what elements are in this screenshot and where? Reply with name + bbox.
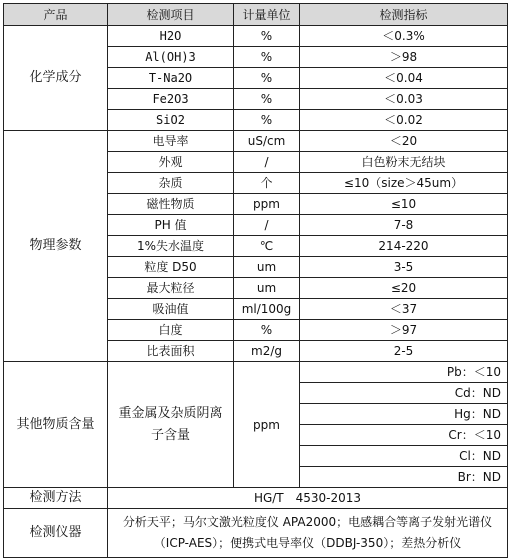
ion-spec-cell: Hg：ND bbox=[300, 404, 508, 425]
item-cell: PH 值 bbox=[108, 215, 234, 236]
unit-cell: % bbox=[234, 320, 300, 341]
item-cell: 最大粒径 bbox=[108, 278, 234, 299]
ion-spec-cell: Cd：ND bbox=[300, 383, 508, 404]
spec-cell: ＜0.03 bbox=[300, 89, 508, 110]
unit-cell: / bbox=[234, 152, 300, 173]
unit-cell: 个 bbox=[234, 173, 300, 194]
unit-cell: um bbox=[234, 257, 300, 278]
spec-cell: 白色粉末无结块 bbox=[300, 152, 508, 173]
ion-spec-cell: Pb：＜10 bbox=[300, 362, 508, 383]
ion-spec-cell: Br：ND bbox=[300, 467, 508, 488]
table-row bbox=[4, 509, 508, 558]
item-cell: 粒度 D50 bbox=[108, 257, 234, 278]
table-row bbox=[4, 362, 508, 383]
spec-cell: ＜0.3% bbox=[300, 26, 508, 47]
unit-cell: % bbox=[234, 68, 300, 89]
col-header-spec: 检测指标 bbox=[300, 4, 508, 26]
table-row bbox=[4, 26, 508, 47]
item-cell: 电导率 bbox=[108, 131, 234, 152]
spec-cell: ＞97 bbox=[300, 320, 508, 341]
spec-cell: ≤10（size＞45um） bbox=[300, 173, 508, 194]
spec-cell: 214-220 bbox=[300, 236, 508, 257]
spec-table bbox=[3, 3, 508, 558]
item-cell: 1%失水温度 bbox=[108, 236, 234, 257]
category-chemical: 化学成分 bbox=[4, 26, 108, 131]
item-cell: 吸油值 bbox=[108, 299, 234, 320]
unit-cell: uS/cm bbox=[234, 131, 300, 152]
ion-spec-cell: Cr：＜10 bbox=[300, 425, 508, 446]
spec-cell: 3-5 bbox=[300, 257, 508, 278]
method-label: 检测方法 bbox=[4, 488, 108, 509]
unit-cell: / bbox=[234, 215, 300, 236]
unit-cell: % bbox=[234, 89, 300, 110]
item-cell: 比表面积 bbox=[108, 341, 234, 362]
spec-cell: ＜0.02 bbox=[300, 110, 508, 131]
table-row bbox=[4, 488, 508, 509]
unit-cell: ℃ bbox=[234, 236, 300, 257]
spec-cell: ＞98 bbox=[300, 47, 508, 68]
item-cell: 磁性物质 bbox=[108, 194, 234, 215]
unit-cell: ml/100g bbox=[234, 299, 300, 320]
spec-cell: ＜20 bbox=[300, 131, 508, 152]
spec-cell: ＜0.04 bbox=[300, 68, 508, 89]
table-row bbox=[4, 131, 508, 152]
item-cell: 杂质 bbox=[108, 173, 234, 194]
category-physical: 物理参数 bbox=[4, 131, 108, 362]
spec-cell: ≤10 bbox=[300, 194, 508, 215]
item-heavy-metals: 重金属及杂质阴离子含量 bbox=[108, 362, 234, 488]
item-cell: SiO2 bbox=[108, 110, 234, 131]
unit-cell: m2/g bbox=[234, 341, 300, 362]
item-cell: H2O bbox=[108, 26, 234, 47]
method-value: HG/T 4530-2013 bbox=[108, 488, 508, 509]
unit-cell: % bbox=[234, 26, 300, 47]
spec-cell: 7-8 bbox=[300, 215, 508, 236]
unit-cell: % bbox=[234, 47, 300, 68]
header-row bbox=[4, 4, 508, 26]
item-cell: 外观 bbox=[108, 152, 234, 173]
item-cell: T-Na2O bbox=[108, 68, 234, 89]
item-cell: 白度 bbox=[108, 320, 234, 341]
col-header-product: 产品 bbox=[4, 4, 108, 26]
item-cell: Al(OH)3 bbox=[108, 47, 234, 68]
instruments-label: 检测仪器 bbox=[4, 509, 108, 558]
ion-spec-cell: Cl：ND bbox=[300, 446, 508, 467]
spec-cell: ≤20 bbox=[300, 278, 508, 299]
col-header-item: 检测项目 bbox=[108, 4, 234, 26]
spec-cell: 2-5 bbox=[300, 341, 508, 362]
category-other: 其他物质含量 bbox=[4, 362, 108, 488]
unit-cell: ppm bbox=[234, 194, 300, 215]
unit-cell: um bbox=[234, 278, 300, 299]
col-header-unit: 计量单位 bbox=[234, 4, 300, 26]
unit-cell: ppm bbox=[234, 362, 300, 488]
unit-cell: % bbox=[234, 110, 300, 131]
item-cell: Fe2O3 bbox=[108, 89, 234, 110]
spec-cell: ＜37 bbox=[300, 299, 508, 320]
instruments-value: 分析天平；马尔文激光粒度仪 APA2000；电感耦合等离子发射光谱仪（ICP-AES）；便携式电导率仪（DDBJ-350）；差热分析仪 bbox=[108, 509, 508, 558]
